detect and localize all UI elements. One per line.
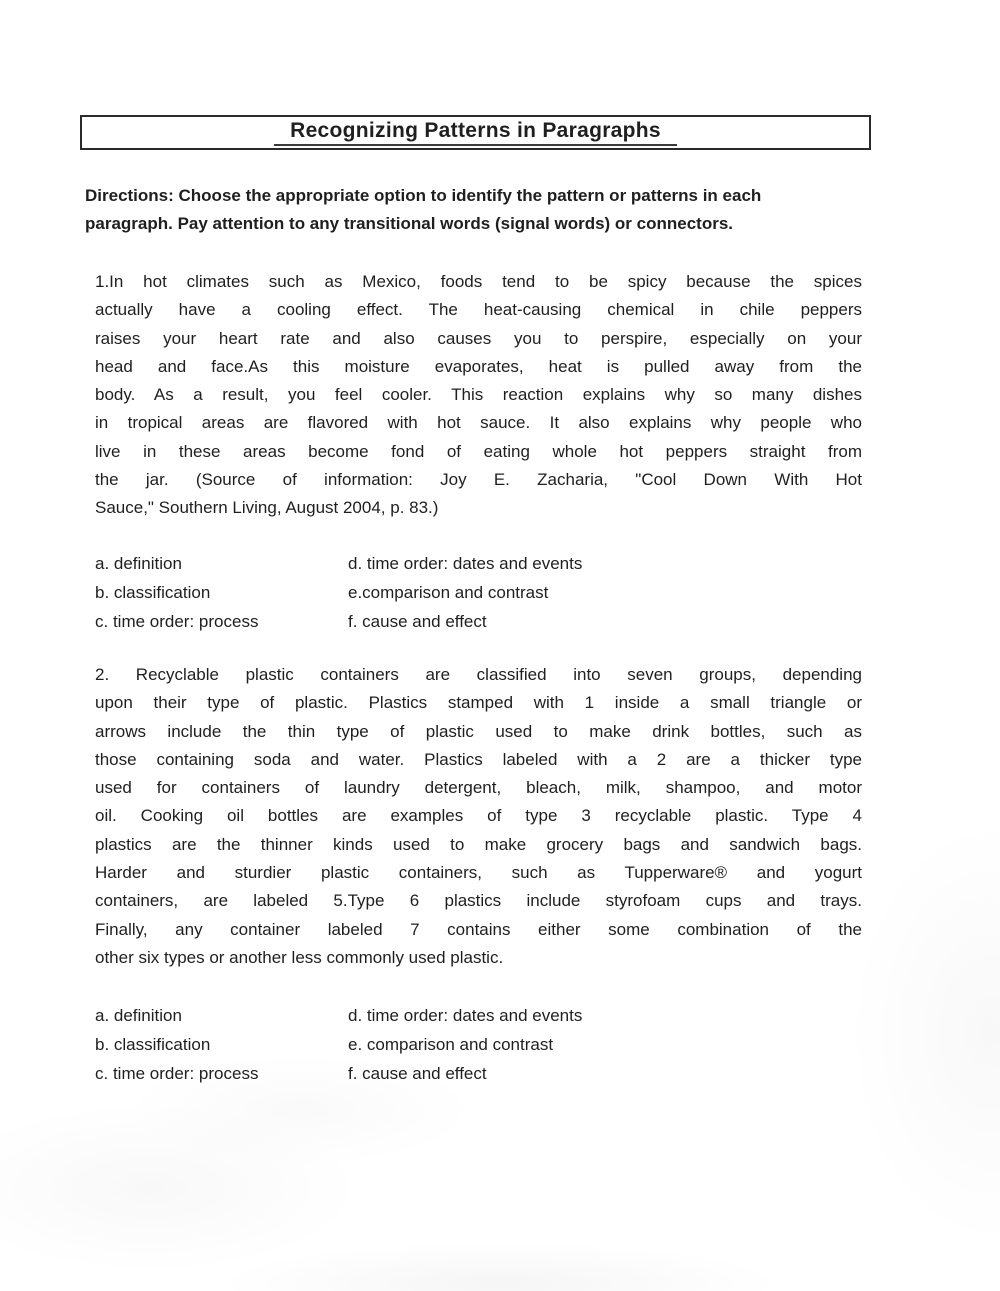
paragraph-line: other six types or another less commonly used plastic. [95,947,504,967]
question-2-options [95,1001,795,1088]
paragraph-line: plastics are the thinner kinds used to make grocery bags and sandwich bags. [95,834,862,854]
option-row [95,549,795,578]
paragraph-line: raises your heart rate and also causes you to perspire, especially on your [95,328,862,348]
directions-text [85,182,885,238]
paragraph-line: head and face.As this moisture evaporates, heat is pulled away from the [95,356,862,376]
paragraph-line: those containing soda and water. Plastics labeled with a 2 are a thicker type [95,749,862,769]
paragraph-line: Harder and sturdier plastic containers, such as Tupperware® and yogurt [95,863,862,883]
option-a: a. definition [95,554,182,573]
title-box [80,115,871,150]
option-f: f. cause and effect [348,1064,487,1083]
option-row [95,1059,795,1088]
paragraph-line: Finally, any container labeled 7 contains either some combination of the [95,919,862,939]
option-f: f. cause and effect [348,612,487,631]
paragraph-line: 1.In hot climates such as Mexico, foods tend to be spicy because the spices [95,272,862,291]
paragraph-line: in tropical areas are flavored with hot sauce. It also explains why people who [95,413,862,433]
paragraph-line: 2. Recyclable plastic containers are classified into seven groups, depending [95,665,862,684]
paragraph-line: the jar. (Source of information: Joy E. Zacharia, "Cool Down With Hot [95,470,862,490]
option-c: c. time order: process [95,612,259,631]
paragraph-line: Sauce," Southern Living, August 2004, p. 83.) [95,498,439,518]
directions-line-2: paragraph. Pay attention to any transitional words (signal words) or connectors. [85,214,733,233]
paragraph-line: used for containers of laundry detergent, bleach, milk, shampoo, and motor [95,778,862,798]
page-title: Recognizing Patterns in Paragraphs [274,119,677,146]
question-2-paragraph [95,661,862,972]
paragraph-line: containers, are labeled 5.Type 6 plastics include styrofoam cups and trays. [95,891,862,911]
paragraph-line: body. As a result, you feel cooler. This reaction explains why so many dishes [95,385,862,405]
paragraph-line: arrows include the thin type of plastic used to make drink bottles, such as [95,721,862,741]
paragraph-line: oil. Cooking oil bottles are examples of type 3 recyclable plastic. Type 4 [95,806,862,826]
option-b: b. classification [95,1035,211,1054]
option-e: e.comparison and contrast [348,583,549,602]
option-d: d. time order: dates and events [348,554,583,573]
option-a: a. definition [95,1006,182,1025]
option-c: c. time order: process [95,1064,259,1083]
paragraph-line: live in these areas become fond of eating whole hot peppers straight from [95,441,862,461]
paragraph-line: upon their type of plastic. Plastics stamped with 1 inside a small triangle or [95,693,862,713]
paragraph-line: actually have a cooling effect. The heat-causing chemical in chile peppers [95,300,862,320]
option-d: d. time order: dates and events [348,1006,583,1025]
directions-line-1: Directions: Choose the appropriate option to identify the pattern or patterns in each [85,186,762,205]
question-1-options [95,549,795,636]
option-row [95,578,795,607]
question-1-paragraph [95,268,862,523]
option-row [95,607,795,636]
option-e: e. comparison and contrast [348,1035,554,1054]
option-row [95,1001,795,1030]
option-row [95,1030,795,1059]
option-b: b. classification [95,583,211,602]
